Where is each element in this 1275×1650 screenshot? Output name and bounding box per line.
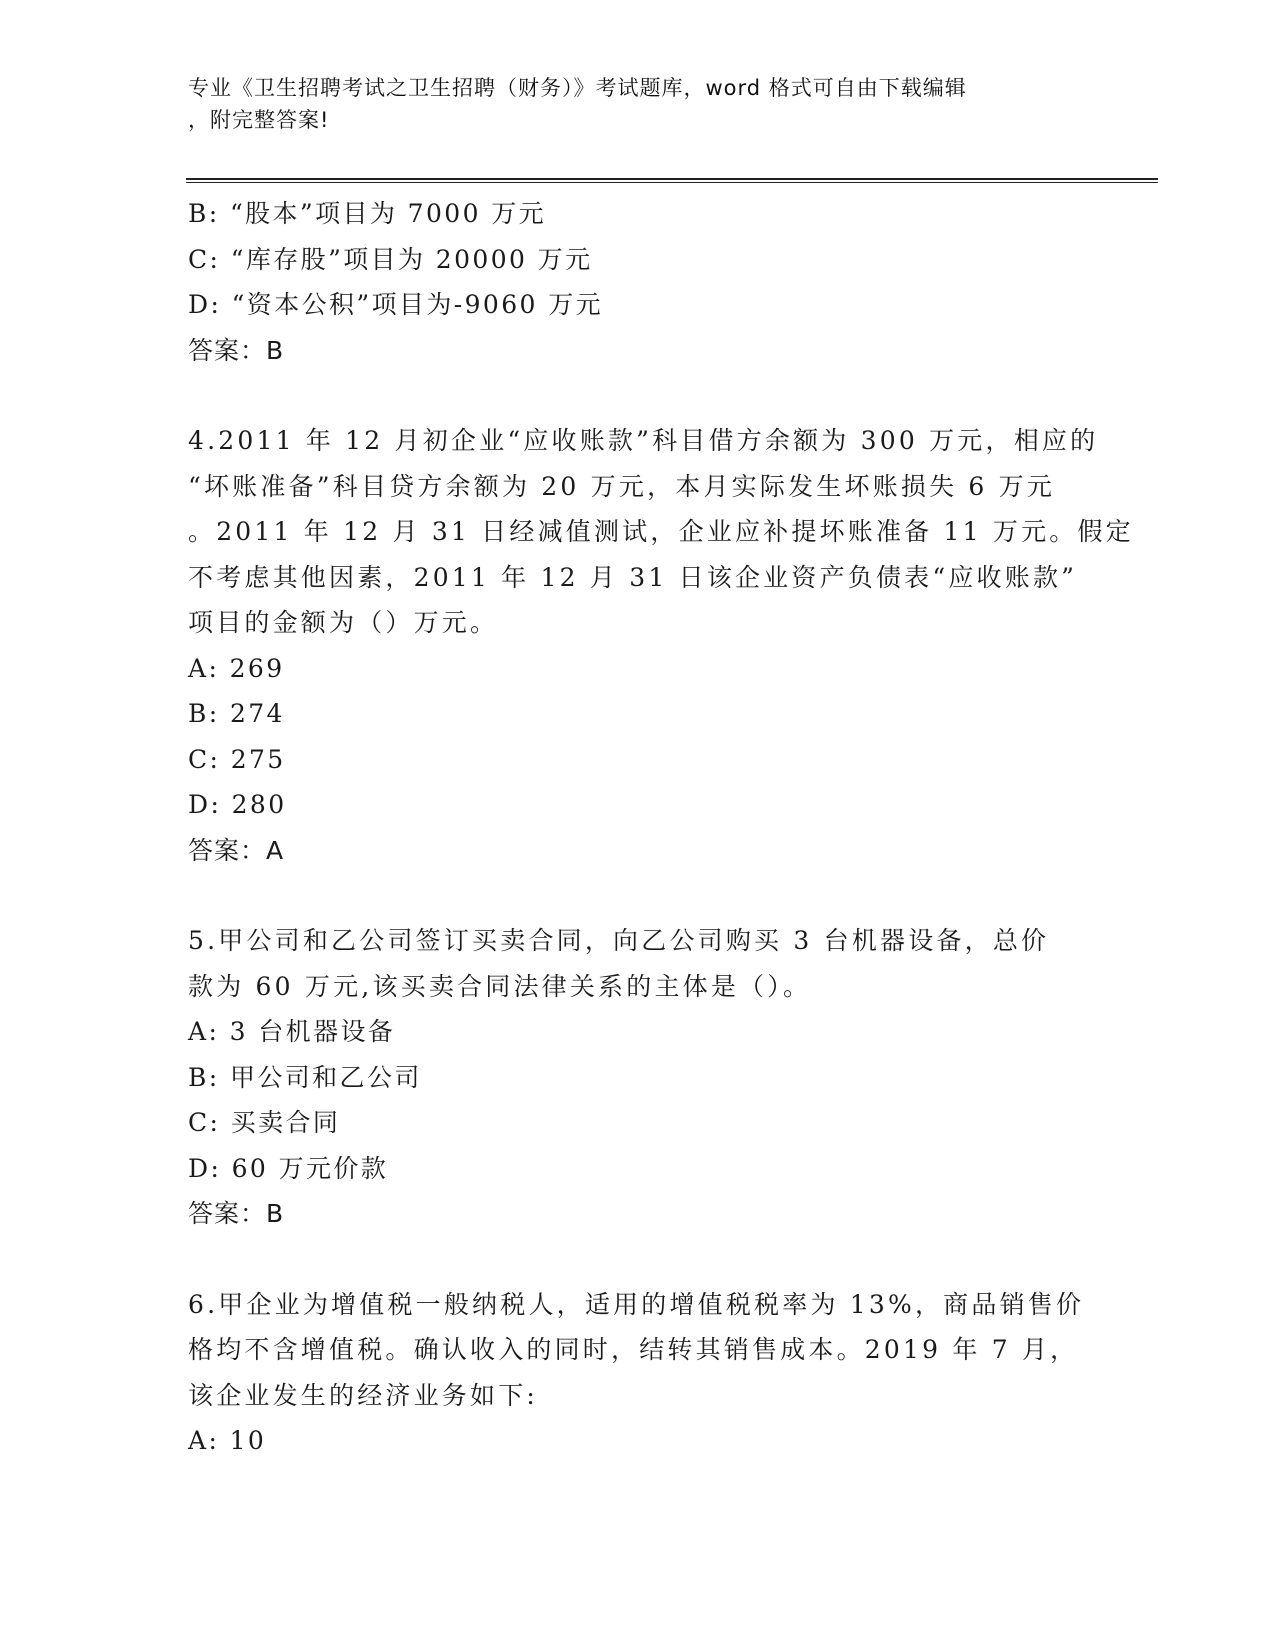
answer-line: 答案：B [188,1199,285,1228]
option-b: B: “股本”项目为 7000 万元 [188,199,547,228]
option-b: B: 274 [188,699,285,728]
question-stem-line: 款为 60 万元,该买卖合同法律关系的主体是（）。 [188,971,812,1001]
question-3-tail [188,191,1088,373]
option-d: D: “资本公积”项目为-9060 万元 [188,290,603,319]
question-stem-line: 格均不含增值税。确认收入的同时，结转其销售成本。2019 年 7 月， [188,1335,1079,1364]
option-d: D: 60 万元价款 [188,1153,389,1183]
question-stem-line: 不考虑其他因素，2011 年 12 月 31 日该企业资产负债表“应收账款” [188,562,1078,592]
option-b: B: 甲公司和乙公司 [188,1062,422,1092]
question-stem-line: 项目的金额为（）万元。 [188,608,499,637]
question-stem-line: 6.甲企业为增值税一般纳税人，适用的增值税税率为 13%，商品销售价 [188,1289,1085,1319]
question-stem-line: 该企业发生的经济业务如下: [188,1380,539,1410]
document-header [188,72,1088,136]
question-stem-line: “坏账准备”科目贷方余额为 20 万元，本月实际发生坏账损失 6 万元 [188,471,1056,501]
option-a: A: 10 [188,1426,267,1455]
answer-line: 答案：B [188,335,285,365]
option-a: A: 3 台机器设备 [188,1017,396,1046]
question-stem-line: 5.甲公司和乙公司签订买卖合同，向乙公司购买 3 台机器设备，总价 [188,926,1050,955]
spacer [188,1237,1088,1282]
question-4 [188,418,1134,873]
question-6 [188,1282,1088,1464]
question-5 [188,918,1088,1237]
option-c: C: “库存股”项目为 20000 万元 [188,244,593,274]
option-c: C: 275 [188,744,286,774]
option-a: A: 269 [188,653,285,683]
header-title-line-1: 专业《卫生招聘考试之卫生招聘（财务）》考试题库，word 格式可自由下载编辑 [188,76,967,100]
option-c: C: 买卖合同 [188,1108,341,1137]
option-d: D: 280 [188,790,287,819]
header-title-line-2: ，附完整答案! [188,108,330,132]
document-body [188,191,1134,1464]
answer-line: 答案：A [188,835,285,865]
header-divider [186,178,1158,183]
spacer [188,873,1088,918]
question-stem-line: 。2011 年 12 月 31 日经减值测试，企业应补提坏账准备 11 万元。假定 [188,517,1134,546]
spacer [188,373,1088,418]
question-stem-line: 4.2011 年 12 月初企业“应收账款”科目借方余额为 300 万元，相应的 [188,426,1099,455]
